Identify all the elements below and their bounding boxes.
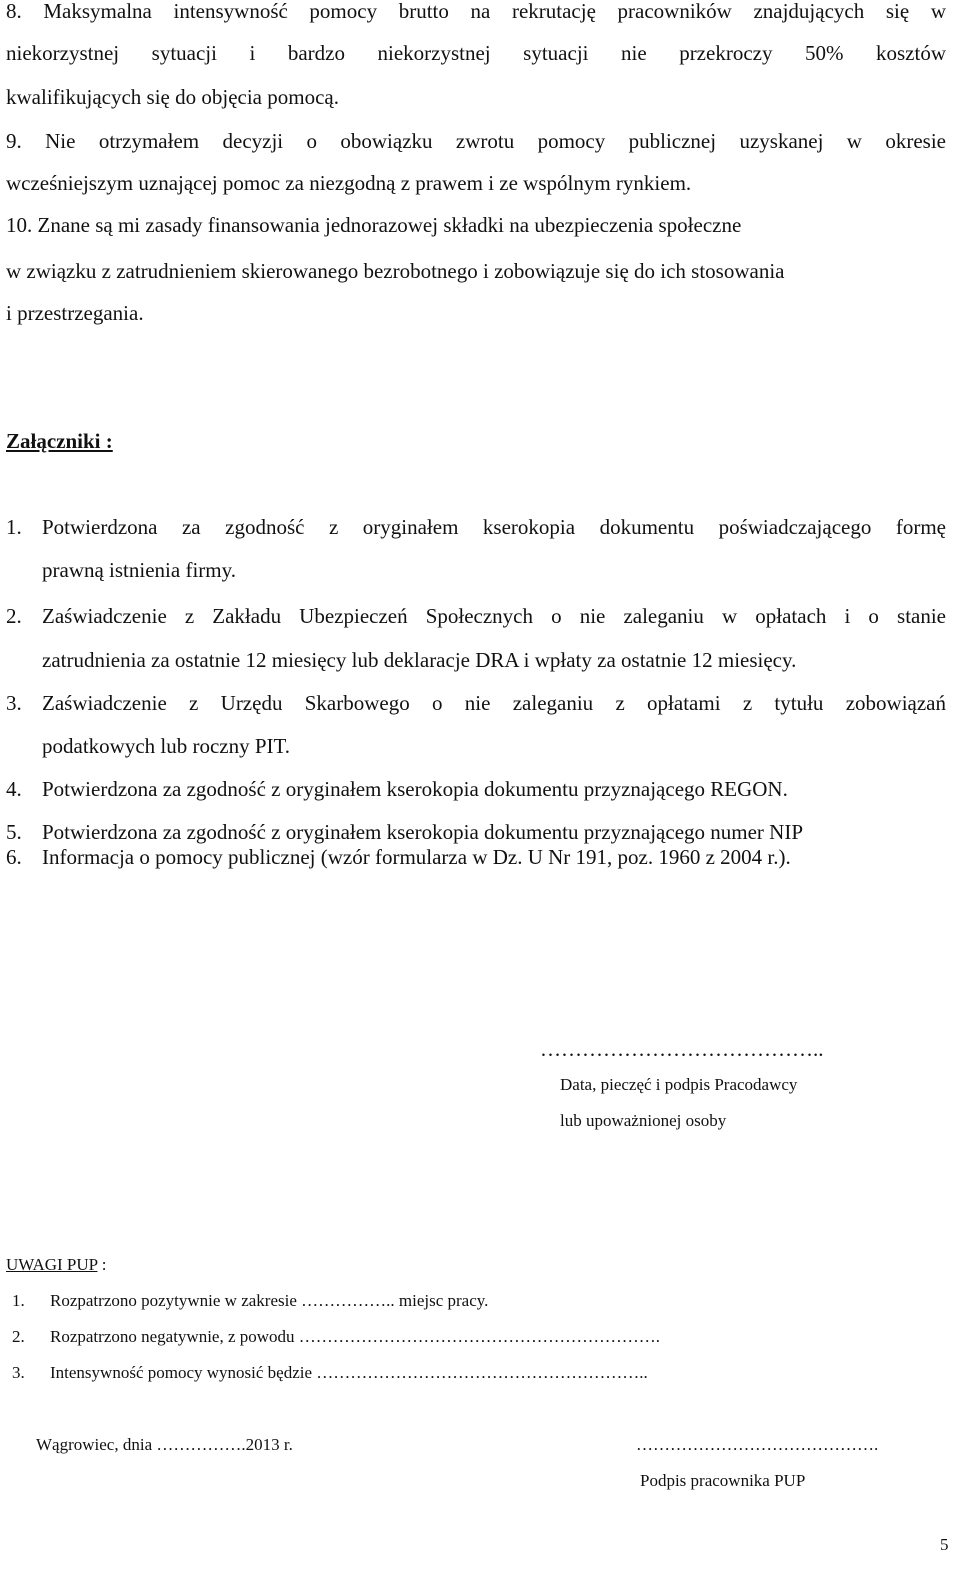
declaration-8-line-1: 8. Maksymalna intensywność pomocy brutto na rekrutację pracowników znajdujących się w <box>6 0 946 23</box>
attachment-text: Potwierdzona za zgodność z oryginałem kserokopia dokumentu przyznającego numer NIP <box>42 820 804 844</box>
pup-note-text: Rozpatrzono negatywnie, z powodu ………………………………………………………. <box>50 1327 661 1346</box>
attachment-text: Potwierdzona za zgodność z oryginałem kserokopia dokumentu przyznającego REGON. <box>42 777 788 801</box>
pup-note-number: 1. <box>12 1291 25 1310</box>
attachment-number: 3. <box>6 691 22 715</box>
pup-note-number: 3. <box>12 1363 25 1382</box>
attachment-text: Zaświadczenie z Zakładu Ubezpieczeń Społecznych o nie zaleganiu w opłatach i o stanie <box>42 604 946 628</box>
pup-note-number: 2. <box>12 1327 25 1346</box>
page-number: 5 <box>940 1535 949 1554</box>
pup-notes-heading-colon: : <box>97 1255 107 1274</box>
pup-signature-caption: Podpis pracownika PUP <box>640 1471 806 1490</box>
place-and-date: Wągrowiec, dnia …………….2013 r. <box>36 1435 293 1454</box>
employer-signature-dots: ………………………………….. <box>540 1037 824 1061</box>
declaration-8-line-2: niekorzystnej sytuacji i bardzo niekorzystnej sytuacji nie przekroczy 50% kosztów <box>6 41 946 65</box>
attachment-text: Informacja o pomocy publicznej (wzór formularza w Dz. U Nr 191, poz. 1960 z 2004 r.). <box>42 845 791 869</box>
declaration-8-line-3: kwalifikujących się do objęcia pomocą. <box>6 85 339 109</box>
attachment-text: zatrudnienia za ostatnie 12 miesięcy lub deklaracje DRA i wpłaty za ostatnie 12 miesięcy. <box>42 648 797 672</box>
pup-note-text: Rozpatrzono pozytywnie w zakresie …………….. miejsc pracy. <box>50 1291 489 1310</box>
pup-notes-heading-text: UWAGI PUP <box>6 1255 98 1274</box>
attachment-number: 4. <box>6 777 22 801</box>
pup-signature-dots: ……………………………………. <box>636 1435 879 1454</box>
attachment-text: prawną istnienia firmy. <box>42 558 236 582</box>
attachment-text: podatkowych lub roczny PIT. <box>42 734 291 758</box>
declaration-9-line-2: wcześniejszym uznającej pomoc za niezgodną z prawem i ze wspólnym rynkiem. <box>6 171 692 195</box>
declaration-10-line-3: i przestrzegania. <box>6 301 144 325</box>
attachments-heading: Załączniki : <box>6 429 113 453</box>
attachment-number: 2. <box>6 604 22 628</box>
attachment-number: 5. <box>6 820 22 844</box>
employer-signature-caption-2: lub upoważnionej osoby <box>560 1111 727 1130</box>
attachments-list <box>6 512 946 872</box>
attachment-text: Potwierdzona za zgodność z oryginałem kserokopia dokumentu poświadczającego formę <box>42 515 946 539</box>
attachment-text: Zaświadczenie z Urzędu Skarbowego o nie zaleganiu z opłatami z tytułu zobowiązań <box>42 691 946 715</box>
pup-notes-heading <box>6 1254 106 1276</box>
attachment-number: 1. <box>6 515 22 539</box>
attachment-number: 6. <box>6 845 22 869</box>
declaration-10-line-2: w związku z zatrudnieniem skierowanego bezrobotnego i zobowiązuje się do ich stosowania <box>6 259 785 283</box>
pup-note-text: Intensywność pomocy wynosić będzie ………………………………………………….. <box>50 1363 648 1382</box>
declaration-10-line-1: 10. Znane są mi zasady finansowania jednorazowej składki na ubezpieczenia społeczne <box>6 213 742 237</box>
declaration-9-line-1: 9. Nie otrzymałem decyzji o obowiązku zwrotu pomocy publicznej uzyskanej w okresie <box>6 129 946 153</box>
employer-signature-caption-1: Data, pieczęć i podpis Pracodawcy <box>560 1075 798 1094</box>
pup-notes-list <box>12 1290 932 1400</box>
